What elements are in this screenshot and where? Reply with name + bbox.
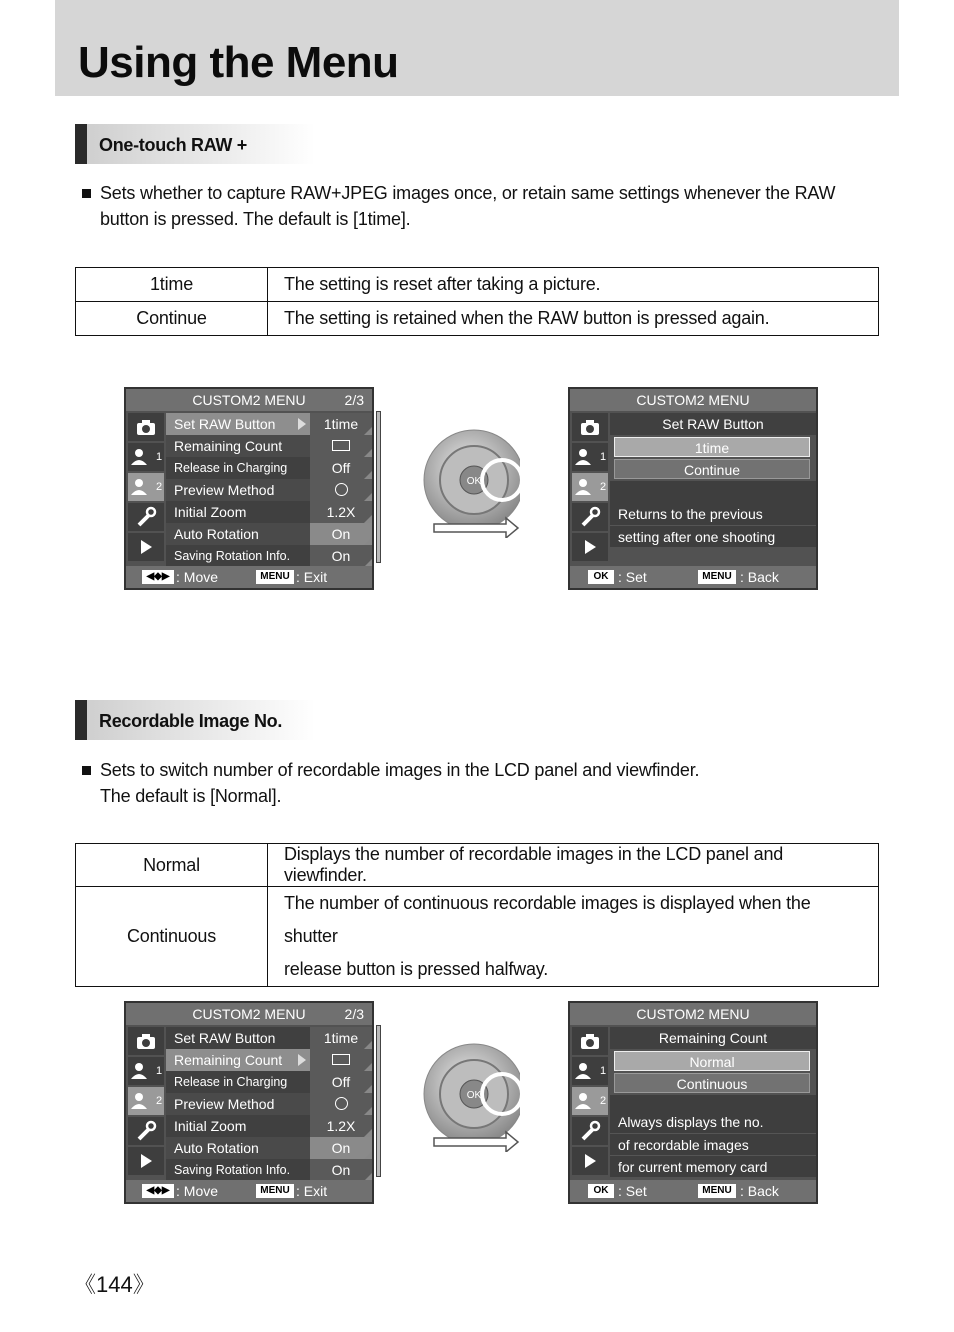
bullet-square-icon [82, 766, 91, 775]
svg-text:OK: OK [466, 476, 482, 487]
menu-item-saving-rotation-info[interactable]: Saving Rotation Info. On [166, 545, 372, 567]
menu-side-tabs [128, 413, 164, 563]
option-normal[interactable]: Normal [614, 1051, 810, 1071]
recordable-options-table [75, 843, 879, 987]
submenu-header: Set RAW Button [610, 413, 816, 435]
menu-item-initial-zoom[interactable]: Initial Zoom 1.2X [166, 501, 372, 523]
table-row: Normal Displays the number of recordable images in the LCD panel and viewfinder. [76, 844, 879, 887]
wrench-icon[interactable] [128, 503, 164, 533]
option-continuous[interactable]: Continuous [614, 1073, 810, 1093]
menu-side-tabs [572, 1027, 608, 1177]
ok-dial-icon [420, 1042, 520, 1152]
remaining-count-icon [332, 440, 350, 451]
bullet-square-icon [82, 189, 91, 198]
menu-footer: ◀◆▶ : Move MENU : Exit [126, 566, 372, 588]
menu-item-remaining-count[interactable]: Remaining Count [166, 435, 372, 457]
menu-key-icon: MENU [698, 1184, 736, 1198]
camera-icon[interactable] [572, 413, 608, 443]
user2-icon[interactable]: 2 [572, 1087, 608, 1117]
menu-item-remaining-count[interactable]: Remaining Count [166, 1049, 372, 1071]
play-icon[interactable] [128, 1147, 164, 1177]
user1-icon[interactable]: 1 [572, 443, 608, 473]
menu-item-auto-rotation[interactable]: Auto Rotation On [166, 523, 372, 545]
section2-description: Sets to switch number of recordable images in the LCD panel and viewfinder. The default is [Normal]. [82, 757, 699, 809]
option-description: for current memory card [610, 1155, 816, 1177]
user2-icon[interactable]: 2 [572, 473, 608, 503]
user1-icon[interactable]: 1 [128, 1057, 164, 1087]
menu-list [166, 1027, 372, 1181]
user1-icon[interactable]: 1 [128, 443, 164, 473]
ok-dial-icon [420, 428, 520, 538]
menu-key-icon: MENU [698, 570, 736, 584]
menu-screen-custom2: CUSTOM2 MENU 2/3 1 2 Set RAW Button 1time Remaining Count Release in Charging Off Preview Method Initial Zoom 1.2X Auto Rotation On Saving Rotation Info. On ◀◆▶ : Move MENU : Exit [124, 1001, 374, 1204]
menu-item-initial-zoom[interactable]: Initial Zoom 1.2X [166, 1115, 372, 1137]
option-description: setting after one shooting [610, 525, 816, 547]
scrollbar[interactable] [376, 1025, 381, 1177]
section-heading-recordable-image-no: Recordable Image No. [75, 700, 315, 740]
ok-key-icon: OK [588, 1184, 614, 1198]
aperture-icon [335, 483, 348, 496]
camera-icon[interactable] [128, 1027, 164, 1057]
option-1time[interactable]: 1time [614, 437, 810, 457]
remaining-count-icon [332, 1054, 350, 1065]
option-description: Always displays the no. [610, 1111, 816, 1133]
menu-side-tabs [128, 1027, 164, 1177]
svg-text:OK: OK [466, 1090, 482, 1101]
scrollbar[interactable] [376, 411, 381, 563]
menu-item-preview-method[interactable]: Preview Method [166, 1093, 372, 1115]
play-icon[interactable] [572, 533, 608, 563]
submenu-screen-set-raw-button: CUSTOM2 MENU 1 2 Set RAW Button 1time Continue Returns to the previous setting after one shooting OK : Set MENU : Back [568, 387, 818, 590]
submenu-header: Remaining Count [610, 1027, 816, 1049]
aperture-icon [335, 1097, 348, 1110]
menu-footer: ◀◆▶ : Move MENU : Exit [126, 1180, 372, 1202]
wrench-icon[interactable] [572, 1117, 608, 1147]
arrow-right-icon [298, 1054, 306, 1066]
wrench-icon[interactable] [128, 1117, 164, 1147]
menu-side-tabs [572, 413, 608, 563]
option-continue[interactable]: Continue [614, 459, 810, 479]
section1-description: Sets whether to capture RAW+JPEG images once, or retain same settings whenever the RAW button is pressed. The default is [1time]. [82, 180, 835, 232]
submenu-panel [610, 1027, 816, 1177]
submenu-panel [610, 413, 816, 547]
camera-icon[interactable] [572, 1027, 608, 1057]
user1-icon[interactable]: 1 [572, 1057, 608, 1087]
arrow-right-icon [298, 418, 306, 430]
play-icon[interactable] [128, 533, 164, 563]
option-description: Returns to the previous [610, 503, 816, 525]
menu-page-indicator: 2/3 [344, 1006, 364, 1022]
ok-key-icon: OK [588, 570, 614, 584]
raw-options-table [75, 267, 879, 336]
page-number: 《144》 [74, 1272, 155, 1297]
four-way-arrow-icon: ◀◆▶ [142, 1184, 174, 1198]
camera-icon[interactable] [128, 413, 164, 443]
table-row: 1time The setting is reset after taking a picture. [76, 268, 879, 302]
user2-icon[interactable]: 2 [128, 1087, 164, 1117]
table-row: Continue The setting is retained when the RAW button is pressed again. [76, 302, 879, 336]
menu-item-set-raw-button[interactable]: Set RAW Button 1time [166, 1027, 372, 1049]
menu-footer: OK : Set MENU : Back [570, 1180, 816, 1202]
menu-item-auto-rotation[interactable]: Auto Rotation On [166, 1137, 372, 1159]
menu-item-release-in-charging[interactable]: Release in Charging Off [166, 457, 372, 479]
option-description: of recordable images [610, 1133, 816, 1155]
menu-item-preview-method[interactable]: Preview Method [166, 479, 372, 501]
menu-key-icon: MENU [256, 1184, 294, 1198]
table-row: Continuous The number of continuous recordable images is displayed when the shutter release button is pressed halfway. [76, 887, 879, 987]
menu-footer: OK : Set MENU : Back [570, 566, 816, 588]
four-way-arrow-icon: ◀◆▶ [142, 570, 174, 584]
wrench-icon[interactable] [572, 503, 608, 533]
menu-item-saving-rotation-info[interactable]: Saving Rotation Info. On [166, 1159, 372, 1181]
play-icon[interactable] [572, 1147, 608, 1177]
menu-page-indicator: 2/3 [344, 392, 364, 408]
menu-item-set-raw-button[interactable]: Set RAW Button 1time [166, 413, 372, 435]
section-heading-one-touch-raw: One-touch RAW + [75, 124, 315, 164]
submenu-screen-remaining-count: CUSTOM2 MENU 1 2 Remaining Count Normal Continuous Always displays the no. of recordable images for current memory card OK : Set MENU : Back [568, 1001, 818, 1204]
page-header [55, 0, 899, 96]
user2-icon[interactable]: 2 [128, 473, 164, 503]
menu-screen-custom2: CUSTOM2 MENU 2/3 1 2 Set RAW Button 1time Remaining Count Release in Charging Off Preview Method Initial Zoom 1.2X Auto Rotation On Saving Rotation Info. On ◀◆▶ : Move MENU : Exit [124, 387, 374, 590]
menu-key-icon: MENU [256, 570, 294, 584]
menu-item-release-in-charging[interactable]: Release in Charging Off [166, 1071, 372, 1093]
menu-list [166, 413, 372, 567]
page-title: Using the Menu [78, 38, 399, 87]
